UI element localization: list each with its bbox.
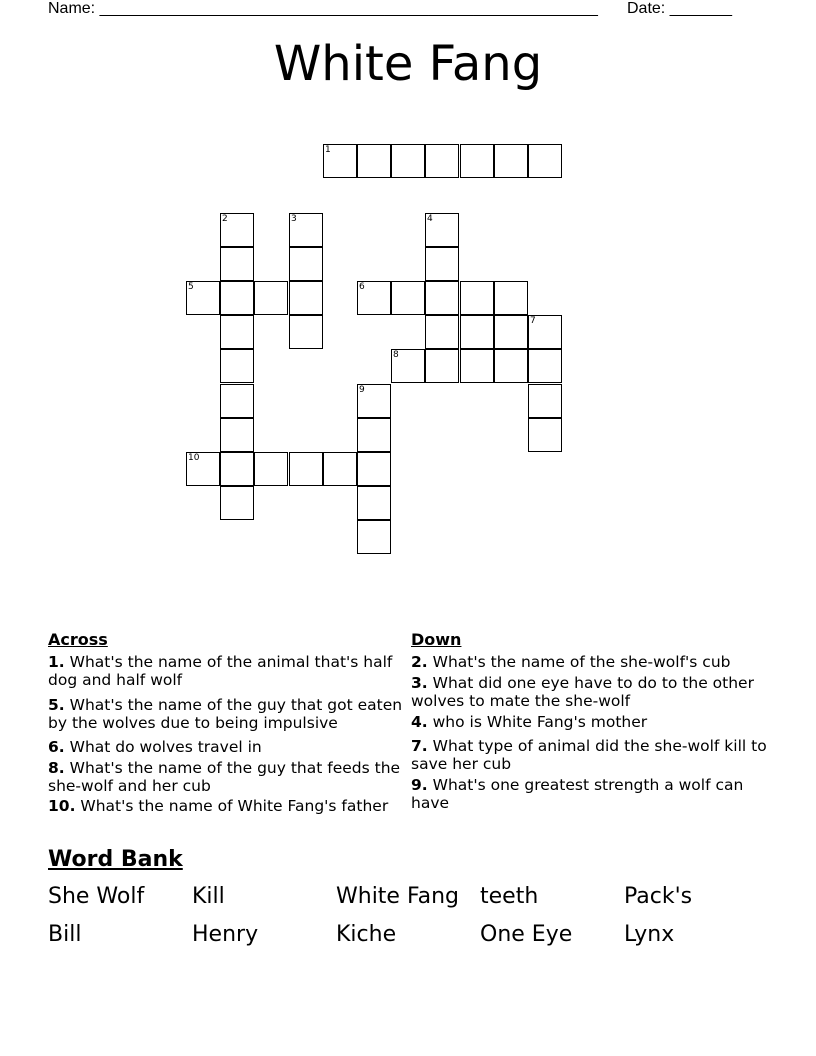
word-bank-word: teeth (480, 884, 539, 909)
clue-number: 10. (48, 797, 76, 815)
clue-text: What's the name of the she-wolf's cub (432, 653, 731, 671)
crossword-cell[interactable] (220, 486, 254, 520)
crossword-cell[interactable] (391, 349, 425, 383)
word-bank-word: Lynx (624, 922, 675, 947)
clue-down-3 (411, 674, 771, 710)
word-bank-word: Henry (192, 922, 259, 947)
clue-number: 2. (411, 653, 428, 671)
crossword-cell[interactable] (289, 281, 323, 315)
crossword-cell[interactable] (425, 247, 459, 281)
name-label: Name: (48, 0, 100, 17)
page-title: White Fang (273, 36, 543, 92)
crossword-cell[interactable] (220, 384, 254, 418)
crossword-cell[interactable] (357, 520, 391, 554)
word-bank-word: White Fang (336, 884, 459, 909)
crossword-cell[interactable] (254, 452, 288, 486)
crossword-cell[interactable] (528, 384, 562, 418)
crossword-cell[interactable] (186, 452, 220, 486)
crossword-cell[interactable] (323, 144, 357, 178)
clue-text: who is White Fang's mother (432, 713, 648, 731)
clue-text: What do wolves travel in (69, 738, 262, 756)
crossword-cell[interactable] (220, 349, 254, 383)
clue-number-label: 2 (222, 214, 228, 224)
clue-number: 8. (48, 759, 65, 777)
crossword-cell[interactable] (528, 315, 562, 349)
crossword-cell[interactable] (460, 315, 494, 349)
down-heading: Down (411, 630, 462, 649)
crossword-cell[interactable] (357, 452, 391, 486)
crossword-cell[interactable] (357, 486, 391, 520)
crossword-cell[interactable] (528, 418, 562, 452)
crossword-cell[interactable] (494, 144, 528, 178)
across-heading: Across (48, 630, 108, 649)
clue-down-2 (411, 653, 771, 671)
crossword-cell[interactable] (289, 452, 323, 486)
crossword-cell[interactable] (494, 349, 528, 383)
clue-number: 9. (411, 776, 428, 794)
clue-across-1 (48, 653, 408, 689)
crossword-cell[interactable] (460, 144, 494, 178)
clue-down-4 (411, 713, 771, 731)
crossword-cell[interactable] (323, 452, 357, 486)
crossword-cell[interactable] (494, 281, 528, 315)
word-bank-word: Bill (48, 922, 82, 947)
crossword-cell[interactable] (186, 281, 220, 315)
clue-number-label: 8 (393, 350, 399, 360)
crossword-cell[interactable] (425, 349, 459, 383)
word-bank-word: Pack's (624, 884, 693, 909)
crossword-cell[interactable] (391, 281, 425, 315)
crossword-cell[interactable] (289, 247, 323, 281)
clue-text: What's the name of the animal that's half dog and half wolf (48, 653, 393, 689)
clue-across-5 (48, 696, 408, 732)
clue-number: 4. (411, 713, 428, 731)
clue-text: What type of animal did the she-wolf kill to save her cub (411, 737, 767, 773)
clue-number: 3. (411, 674, 428, 692)
crossword-cell[interactable] (357, 384, 391, 418)
clue-number-label: 3 (291, 214, 297, 224)
clue-number-label: 9 (359, 385, 365, 395)
word-bank-word: Kiche (336, 922, 397, 947)
name-field[interactable] (48, 0, 598, 18)
clue-down-7 (411, 737, 771, 773)
crossword-cell[interactable] (220, 281, 254, 315)
name-line[interactable]: ________________________________________________________ (99, 0, 598, 17)
crossword-cell[interactable] (425, 315, 459, 349)
date-label: Date: (627, 0, 670, 17)
clue-number: 5. (48, 696, 65, 714)
crossword-cell[interactable] (357, 281, 391, 315)
clue-number: 7. (411, 737, 428, 755)
crossword-cell[interactable] (220, 452, 254, 486)
crossword-cell[interactable] (494, 315, 528, 349)
crossword-cell[interactable] (357, 144, 391, 178)
word-bank-word: Kill (192, 884, 225, 909)
crossword-cell[interactable] (528, 144, 562, 178)
crossword-cell[interactable] (391, 144, 425, 178)
crossword-cell[interactable] (220, 247, 254, 281)
clue-number-label: 1 (325, 145, 331, 155)
clue-text: What's the name of the guy that feeds the she-wolf and her cub (48, 759, 401, 795)
clue-number-label: 6 (359, 282, 365, 292)
crossword-cell[interactable] (289, 213, 323, 247)
clue-text: What's the name of White Fang's father (80, 797, 389, 815)
clue-text: What's one greatest strength a wolf can have (411, 776, 744, 812)
clue-number-label: 10 (188, 453, 200, 463)
clue-text: What did one eye have to do to the other wolves to mate the she-wolf (411, 674, 754, 710)
clue-number: 1. (48, 653, 65, 671)
crossword-cell[interactable] (220, 213, 254, 247)
crossword-cell[interactable] (289, 315, 323, 349)
date-line[interactable]: _______ (669, 0, 732, 17)
clue-across-6 (48, 738, 408, 756)
crossword-cell[interactable] (460, 349, 494, 383)
crossword-cell[interactable] (425, 281, 459, 315)
date-field[interactable] (627, 0, 732, 18)
crossword-cell[interactable] (528, 349, 562, 383)
crossword-cell[interactable] (357, 418, 391, 452)
clue-down-9 (411, 776, 771, 812)
crossword-cell[interactable] (254, 281, 288, 315)
crossword-cell[interactable] (220, 418, 254, 452)
word-bank-title: Word Bank (48, 847, 183, 872)
clue-across-10 (48, 797, 408, 815)
crossword-cell[interactable] (220, 315, 254, 349)
crossword-cell[interactable] (425, 144, 459, 178)
clue-number-label: 5 (188, 282, 194, 292)
word-bank-word: She Wolf (48, 884, 145, 909)
clue-across-8 (48, 759, 408, 795)
clue-text: What's the name of the guy that got eaten by the wolves due to being impulsive (48, 696, 403, 732)
crossword-cell[interactable] (425, 213, 459, 247)
word-bank-word: One Eye (480, 922, 573, 947)
clue-number: 6. (48, 738, 65, 756)
crossword-cell[interactable] (460, 281, 494, 315)
clue-number-label: 7 (530, 316, 536, 326)
clue-number-label: 4 (427, 214, 433, 224)
